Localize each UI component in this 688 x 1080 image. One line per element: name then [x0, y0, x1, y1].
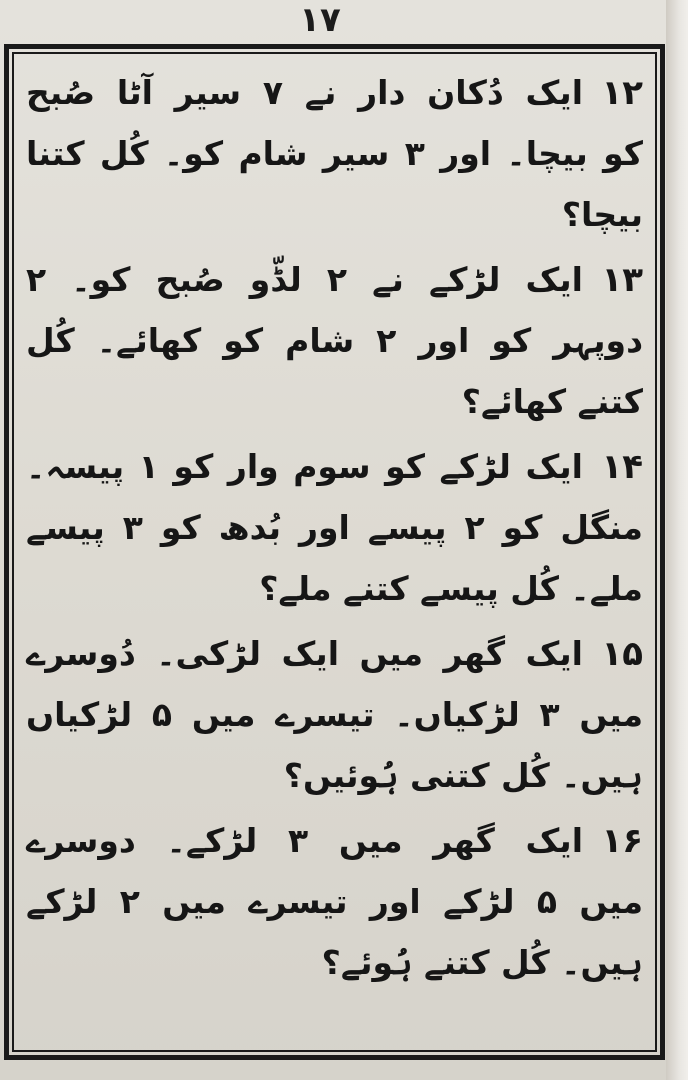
- question-14: [22, 436, 647, 619]
- question-text: ایک دُکان دار نے ۷ سیر آٹا صُبح: [26, 73, 584, 112]
- page-number: ۱۷: [299, 0, 341, 40]
- question-line: ہیں۔ کُل کتنی ہُوئیں؟: [283, 756, 643, 795]
- question-text: ایک گھر میں ۳ لڑکے۔ دوسرے: [26, 821, 583, 860]
- question-line: [22, 623, 647, 684]
- question-line: ملے۔ کُل پیسے کتنے ملے؟: [259, 569, 643, 608]
- question-text: ایک لڑکے نے ۲ لڈّو صُبح کو۔ ۲: [26, 260, 583, 299]
- question-line: میں ۵ لڑکے اور تیسرے میں ۲ لڑکے: [26, 882, 643, 921]
- question-15: [22, 623, 647, 806]
- question-text: ایک لڑکے کو سوم وار کو ۱ پیسہ۔: [26, 447, 583, 486]
- question-line: ہیں۔ کُل کتنے ہُوئے؟: [321, 943, 643, 982]
- question-number: ۱۴: [601, 447, 643, 487]
- question-16: [22, 810, 647, 993]
- question-number: ۱۵: [601, 634, 643, 674]
- question-line: [22, 810, 647, 871]
- question-text: ایک گھر میں ایک لڑکی۔ دُوسرے: [26, 634, 583, 673]
- question-line: دوپہر کو اور ۲ شام کو کھائے۔ کُل: [26, 321, 643, 360]
- exercise-list: [22, 62, 647, 1047]
- question-line: کتنے کھائے؟: [461, 382, 643, 421]
- question-12: [22, 62, 647, 245]
- question-line: [22, 62, 647, 123]
- question-line: [22, 436, 647, 497]
- question-number: ۱۶: [601, 821, 643, 861]
- question-number: ۱۳: [601, 260, 643, 300]
- question-line: کو بیچا۔ اور ۳ سیر شام کو۔ کُل کتنا: [26, 134, 644, 173]
- question-line: میں ۳ لڑکیاں۔ تیسرے میں ۵ لڑکیاں: [26, 695, 643, 734]
- page-spine-edge: [666, 0, 688, 1080]
- question-line: بیچا؟: [561, 195, 643, 234]
- question-line: منگل کو ۲ پیسے اور بُدھ کو ۳ پیسے: [26, 508, 643, 547]
- question-number: ۱۲: [601, 73, 644, 113]
- question-13: [22, 249, 647, 432]
- question-line: [22, 249, 647, 310]
